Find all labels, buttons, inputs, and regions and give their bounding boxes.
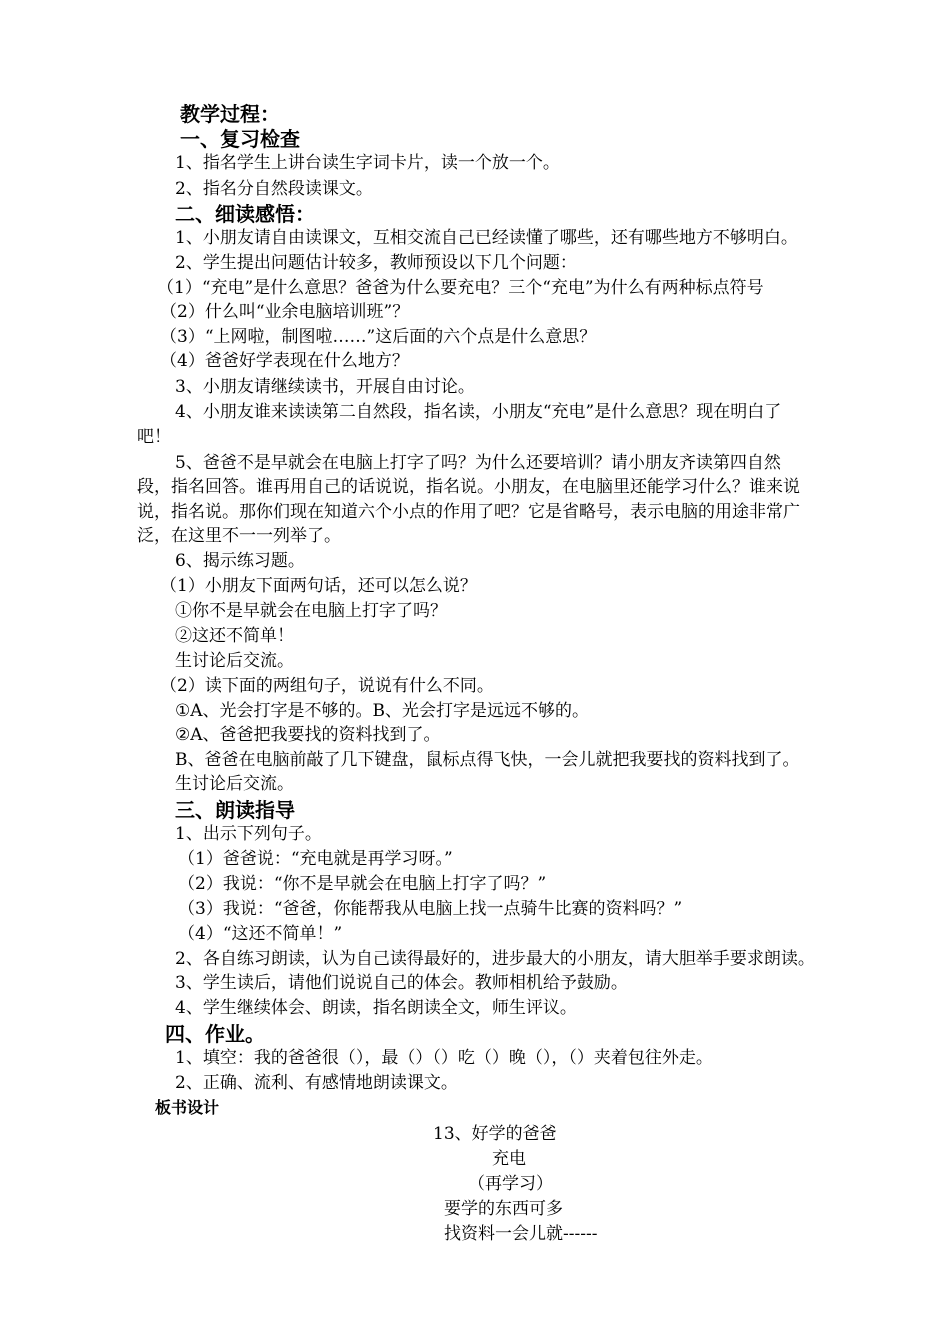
text-line: （1）爸爸说：“充电就是再学习呀。” (178, 849, 453, 869)
section-heading-review: 一、复习检查 (180, 127, 300, 151)
text-line: 1、填空：我的爸爸很（），最（）（）吃（）晚（），（）夹着包往外走。 (175, 1048, 713, 1068)
text-line: 1、小朋友请自由读课文，互相交流自己已经读懂了哪些，还有哪些地方不够明白。 (175, 228, 798, 248)
board-design-label: 板书设计 (155, 1098, 220, 1117)
text-line: 4、学生继续体会、朗读，指名朗读全文，师生评议。 (175, 998, 577, 1018)
text-line: ①A、光会打字是不够的。B、光会打字是远远不够的。 (175, 701, 590, 721)
text-line: 吧！ (137, 427, 171, 447)
text-line: 2、正确、流利、有感情地朗读课文。 (175, 1073, 458, 1093)
text-line: 4、小朋友谁来读读第二自然段，指名读，小朋友“充电”是什么意思？现在明白了 (175, 402, 782, 422)
text-line: （2）读下面的两组句子，说说有什么不同。 (160, 676, 494, 696)
board-line: 要学的东西可多 (444, 1199, 563, 1219)
board-line: 找资料一会儿就------ (444, 1224, 598, 1244)
text-line: 段，指名回答。谁再用自己的话说说，指名说。小朋友，在电脑里还能学习什么？谁来说 (137, 477, 800, 497)
text-line: 3、小朋友请继续读书，开展自由讨论。 (175, 377, 475, 397)
text-line: （4）爸爸好学表现在什么地方？ (160, 351, 409, 371)
text-line: （2）我说：“你不是早就会在电脑上打字了吗？” (178, 874, 547, 894)
text-line: ①你不是早就会在电脑上打字了吗？ (175, 601, 447, 621)
text-line: 6、揭示练习题。 (175, 551, 305, 571)
board-line: （再学习） (468, 1174, 553, 1194)
text-line: 说，指名说。那你们现在知道六个小点的作用了吧？它是省略号，表示电脑的用途非常广 (137, 502, 800, 522)
text-line: （1）“充电”是什么意思？爸爸为什么要充电？三个“充电”为什么有两种标点符号 (157, 278, 764, 298)
section-heading-close-reading: 二、细读感悟： (175, 202, 315, 226)
text-line: ②这还不简单！ (175, 626, 294, 646)
text-line: （2）什么叫“业余电脑培训班”？ (160, 302, 410, 322)
text-line: 生讨论后交流。 (175, 774, 294, 794)
text-line: （4）“这还不简单！” (178, 924, 343, 944)
text-line: （3）我说：“爸爸，你能帮我从电脑上找一点骑牛比赛的资料吗？” (178, 899, 683, 919)
text-line: 1、出示下列句子。 (175, 824, 322, 844)
board-line: 充电 (492, 1149, 526, 1169)
text-line: （1）小朋友下面两句话，还可以怎么说？ (160, 576, 477, 596)
text-line: 生讨论后交流。 (175, 651, 294, 671)
page-title: 教学过程： (180, 102, 280, 126)
text-line: 2、指名分自然段读课文。 (175, 179, 373, 199)
text-line: ②A、爸爸把我要找的资料找到了。 (175, 725, 441, 745)
text-line: 3、学生读后，请他们说说自己的体会。教师相机给予鼓励。 (175, 973, 628, 993)
text-line: （3）“上网啦，制图啦……”这后面的六个点是什么意思？ (160, 327, 597, 347)
board-line: 13、好学的爸爸 (433, 1124, 557, 1144)
section-heading-reading-guidance: 三、朗读指导 (175, 798, 295, 822)
section-heading-homework: 四、作业。 (165, 1022, 265, 1046)
text-line: 2、各自练习朗读，认为自己读得最好的，进步最大的小朋友，请大胆举手要求朗读。 (175, 949, 815, 969)
text-line: 2、学生提出问题估计较多，教师预设以下几个问题： (175, 253, 577, 273)
text-line: 泛，在这里不一一列举了。 (137, 526, 341, 546)
text-line: B、爸爸在电脑前敲了几下键盘，鼠标点得飞快，一会儿就把我要找的资料找到了。 (175, 750, 800, 770)
text-line: 5、爸爸不是早就会在电脑上打字了吗？为什么还要培训？请小朋友齐读第四自然 (175, 453, 781, 473)
text-line: 1、指名学生上讲台读生字词卡片，读一个放一个。 (175, 153, 560, 173)
